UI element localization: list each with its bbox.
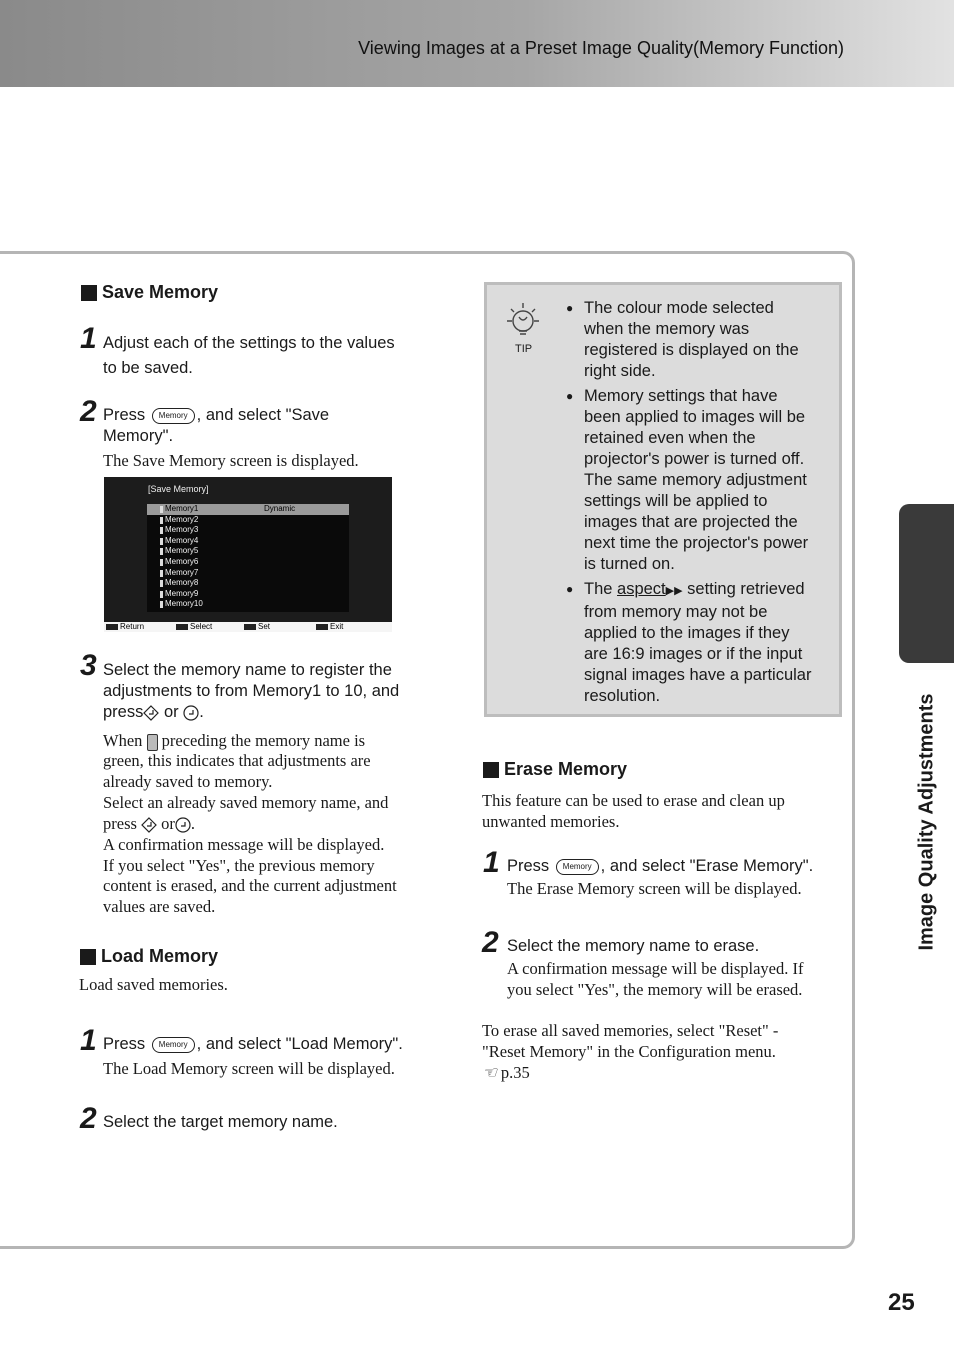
memory-button-icon: Memory [556,859,599,875]
memory-bar-icon [160,570,163,577]
memory-row-label: Memory6 [165,556,199,566]
save-step3-end: . [199,703,204,721]
erase-intro-line1: This feature can be used to erase and clean up [482,791,785,810]
save-note-line5 [103,813,195,834]
heading-square-icon [483,762,499,778]
memory-row-label: Memory1 [165,504,199,513]
memory-bar-icon [160,517,163,524]
enter-circle-icon [175,817,191,833]
save-note-line1-rest: preceding the memory name is [161,731,366,750]
erase-reset-line2: "Reset Memory" in the Configuration menu. [482,1042,776,1061]
save-note-line9: values are saved. [103,897,216,916]
save-memory-heading-text: Save Memory [102,282,219,302]
header-title: Viewing Images at a Preset Image Quality(Memory Function) [358,38,844,58]
tip-box [484,282,842,717]
erase-intro-line2: unwanted memories. [482,812,620,831]
erase-step2-note1: A confirmation message will be displayed. If [507,959,804,978]
memory-bar-icon [160,591,163,598]
erase-step2-note2: you select "Yes", the memory will be erased. [507,980,803,999]
save-step3-line2: adjustments to from Memory1 to 10, and [103,682,400,700]
memory-row [147,515,349,526]
save-note-line8: content is erased, and the current adjustment [103,876,397,895]
memory-bar-icon [160,601,163,608]
step-number: 1 [80,1024,97,1057]
save-step3-line3 [103,702,204,723]
memory-row [147,568,349,579]
save-note-end: . [190,814,196,833]
enter-circle-icon [183,705,199,721]
erase-reset-line1: To erase all saved memories, select "Reset" - [482,1021,779,1040]
enter-diamond-icon [141,817,157,833]
enter-diamond-icon [143,705,159,721]
footer-return-label: Return [120,622,145,631]
memory-row [147,589,349,600]
screen-title: [Save Memory] [148,484,209,494]
erase-step1-press: Press [507,857,550,875]
load-step1-after: , and select "Load Memory". [196,1035,403,1053]
chapter-tab [899,504,954,663]
save-step3-press: press [103,703,144,721]
erase-step1-after: , and select "Erase Memory". [600,857,814,875]
memory-bar-icon [160,538,163,545]
memory-bar-icon [160,548,163,555]
memory-list [147,504,349,612]
save-note-or: or [161,814,175,833]
tip-bullet3-post: setting retrieved from memory may not be applied to the images if they are 16:9 images or if the input signal images have a particular resolution. [584,580,812,705]
load-memory-heading [80,946,218,967]
memory-button-icon: Memory [152,1037,195,1053]
save-note-line7: If you select "Yes", the previous memory [103,856,375,875]
memory-row [147,525,349,536]
memory-row [147,504,349,515]
tip-bullet-list [566,298,816,711]
erase-step2-text: Select the memory name to erase. [507,937,760,955]
save-memory-screen [104,477,392,632]
save-step3-or: or [163,703,179,721]
tip-bullet: ● Memory settings that have been applied to images will be retained even when the projector's power is turned off. The same memory adjustment settings will be applied to images that are projected the next time the projector's power is turned on. [566,386,816,575]
memory-row-label: Memory7 [165,567,199,577]
memory-row-label: Memory9 [165,588,199,598]
load-step1-press: Press [103,1035,146,1053]
key-icon [316,624,328,630]
save-step2-after: , and select "Save [196,406,330,424]
save-note-when: When [103,731,143,750]
page-reference-text: p.35 [500,1063,530,1082]
glossary-arrow-icon: ▶▶ [665,585,683,597]
save-note-press: press [103,814,137,833]
save-step3-line1: Select the memory name to register the [103,661,392,679]
save-memory-heading [81,282,218,303]
erase-memory-heading-text: Erase Memory [504,759,628,779]
memory-row-value: Dynamic [264,504,296,513]
memory-row-label: Memory5 [165,546,199,556]
heading-square-icon [81,285,97,301]
page-header [0,0,954,87]
save-step1-line1: Adjust each of the settings to the values [103,334,395,352]
load-memory-heading-text: Load Memory [101,946,219,966]
save-note-line6: A confirmation message will be displayed. [103,835,385,854]
key-icon [176,624,188,630]
memory-bar-icon [160,580,163,587]
pointing-hand-icon: ☜ [482,1063,497,1082]
save-note-line2: green, this indicates that adjustments are [103,751,371,770]
save-step2-line1 [103,405,329,426]
save-note-line3: already saved to memory. [103,772,273,791]
memory-button-icon: Memory [152,408,195,424]
memory-row [147,557,349,568]
memory-row-label: Memory4 [165,535,199,545]
memory-row-label: Memory8 [165,578,199,588]
erase-step1-note: The Erase Memory screen will be displayed. [507,879,802,898]
save-step1-line2: to be saved. [103,359,193,377]
footer-set [244,622,270,632]
screen-footer [104,622,392,632]
page-reference[interactable] [482,1062,530,1083]
load-step1-line1 [103,1034,403,1055]
lightbulb-icon [501,299,545,343]
heading-square-icon [80,949,96,965]
step-number: 2 [482,926,499,959]
step-number: 2 [80,1102,97,1135]
step-number: 1 [483,846,500,879]
chapter-label: Image Quality Adjustments [915,693,938,951]
key-icon [106,624,118,630]
save-note-line4: Select an already saved memory name, and [103,793,389,812]
step-number: 1 [80,322,97,355]
footer-exit-label: Exit [330,622,344,631]
erase-step1-line1 [507,856,813,877]
footer-select-label: Select [190,622,213,631]
save-step2-note: The Save Memory screen is displayed. [103,451,359,470]
load-step2-text: Select the target memory name. [103,1113,338,1131]
tip-label: TIP [515,343,533,355]
memory-row-label: Memory3 [165,525,199,535]
tip-bullet [566,579,816,707]
memory-row-label: Memory2 [165,514,199,524]
save-step2-press: Press [103,406,146,424]
memory-bar-icon [160,506,163,513]
memory-row-label: Memory10 [165,599,203,609]
aspect-link[interactable]: aspect [617,580,666,598]
memory-bar-icon [160,559,163,566]
memory-row [147,546,349,557]
key-icon [244,624,256,630]
footer-select [176,622,212,632]
tip-bullet: ● The colour mode selected when the memory was registered is displayed on the right side. [566,298,816,382]
load-step1-note: The Load Memory screen will be displayed. [103,1059,395,1078]
memory-row [147,599,349,610]
memory-row [147,578,349,589]
memory-bar-icon [160,527,163,534]
memory-row [147,536,349,547]
tip-bullet3-pre: The [584,580,613,598]
save-step2-line2: Memory". [103,427,174,445]
footer-return [106,622,144,632]
erase-memory-heading [483,759,627,780]
footer-set-label: Set [258,622,271,631]
footer-exit [316,622,343,632]
step-number: 2 [80,395,97,428]
save-note-line1 [103,730,365,751]
memory-indicator-icon [147,734,158,751]
load-intro: Load saved memories. [79,975,228,994]
page-number: 25 [888,1289,915,1316]
step-number: 3 [80,649,97,682]
